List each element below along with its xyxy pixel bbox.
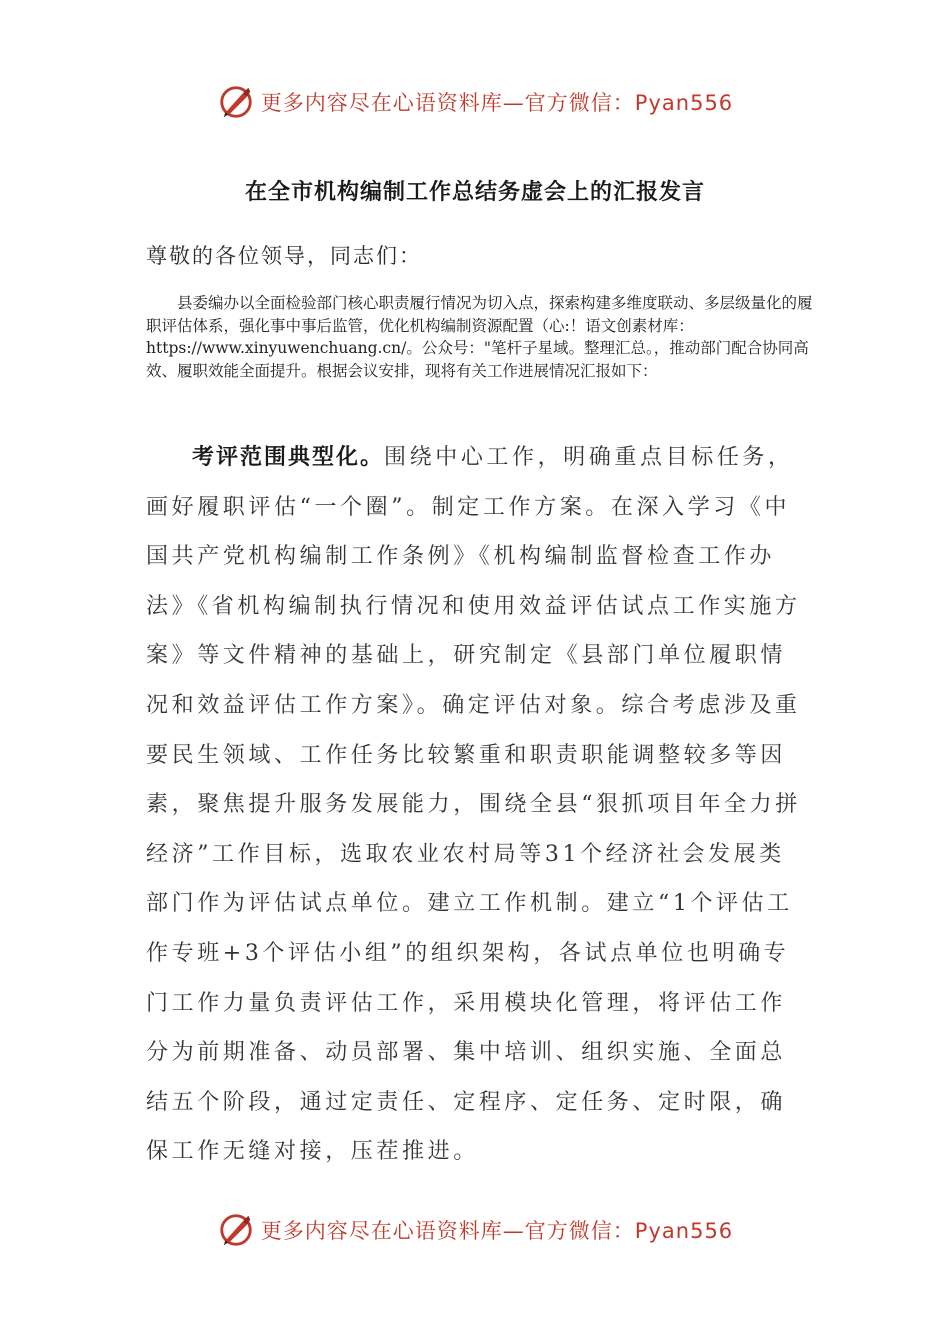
- pen-circle-icon: [217, 1211, 255, 1249]
- banner-text: 更多内容尽在心语资料库—官方微信：Pyan556: [260, 1219, 734, 1243]
- footer-banner: [0, 1210, 950, 1250]
- salutation: 尊敬的各位领导，同志们：: [146, 244, 422, 268]
- pen-circle-icon: [217, 83, 255, 121]
- intro-paragraph: 县委编办以全面检验部门核心职责履行情况为切入点，探索构建多维度联动、多层级量化的履职评估体系，强化事中事后监管，优化机构编制资源配置（心:！语文创素材库：https://www.xinyuwenchuang.cn/。公众号："笔杆子星域。整理汇总。，推动部门配合协同高效、履职效能全面提升。根据会议安排，现将有关工作进展情况汇报如下：: [146, 294, 813, 380]
- section-body: 围绕中心工作，明确重点目标任务，画好履职评估“一个圈”。制定工作方案。在深入学习《中国共产党机构编制工作条例》《机构编制监督检查工作办法》《省机构编制执行情况和使用效益评估试点工作实施方案》等文件精神的基础上，研究制定《县部门单位履职情况和效益评估工作方案》。确定评估对象。综合考虑涉及重要民生领域、工作任务比较繁重和职责职能调整较多等因素，聚焦提升服务发展能力，围绕全县“狠抓项目年全力拼经济”工作目标，选取农业农村局等31个经济社会发展类部门作为评估试点单位。建立工作机制。建立“1个评估工作专班+3个评估小组”的组织架构，各试点单位也明确专门工作力量负责评估工作，采用模块化管理，将评估工作分为前期准备、动员部署、集中培训、组织实施、全面总结五个阶段，通过定责任、定程序、定任务、定时限，确保工作无缝对接，压茬推进。: [146, 445, 801, 1165]
- header-banner: [0, 82, 950, 122]
- document-title: 在全市机构编制工作总结务虚会上的汇报发言: [244, 180, 705, 205]
- section-paragraph: [146, 433, 810, 1177]
- banner-text: 更多内容尽在心语资料库—官方微信：Pyan556: [260, 91, 734, 115]
- section-heading: 考评范围典型化。: [192, 445, 385, 470]
